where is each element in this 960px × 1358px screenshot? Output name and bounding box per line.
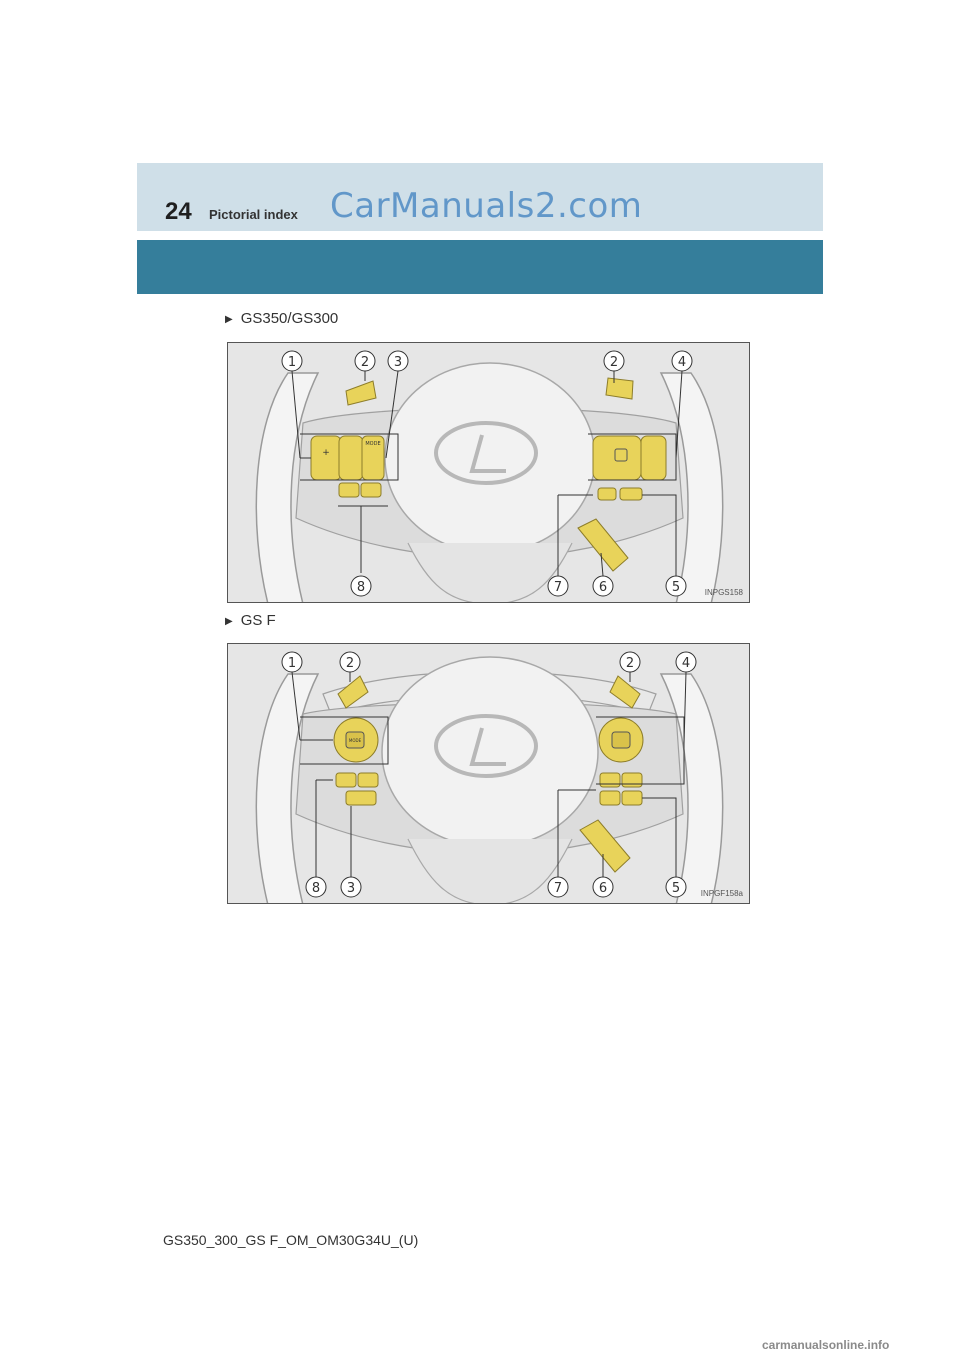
callout-6: 6 — [598, 580, 608, 595]
callout-8: 8 — [356, 580, 366, 595]
callout-2-right: 2 — [609, 355, 619, 370]
figure-code: INPGS158 — [704, 588, 743, 597]
volume-plus-label: + — [322, 448, 330, 458]
watermark-bottom: carmanualsonline.info — [762, 1338, 890, 1352]
callout-6: 6 — [598, 881, 608, 896]
callout-5: 5 — [671, 580, 681, 595]
callout-3: 3 — [393, 355, 403, 370]
section-title: Pictorial index — [209, 207, 298, 222]
callout-2-left: 2 — [345, 656, 355, 671]
triangle-bullet-icon: ▶ — [225, 314, 233, 325]
variant-label-gs350 — [225, 310, 338, 327]
callout-1: 1 — [287, 656, 297, 671]
mode-button-label: MODE — [348, 738, 362, 743]
variant-label-gsf — [225, 612, 276, 629]
title-bar — [137, 240, 823, 294]
document-code: GS350_300_GS F_OM_OM30G34U_(U) — [163, 1232, 419, 1248]
callout-7: 7 — [553, 580, 563, 595]
variant-label-text: GS350/GS300 — [240, 310, 339, 327]
variant-label-text: GS F — [240, 612, 276, 629]
steering-wheel-figure-gs350 — [227, 342, 750, 603]
steering-wheel-figure-gsf — [227, 643, 750, 904]
callout-4: 4 — [681, 656, 691, 671]
callout-2-left: 2 — [360, 355, 370, 370]
callout-8: 8 — [311, 881, 321, 896]
callout-5: 5 — [671, 881, 681, 896]
page-number: 24 — [165, 198, 192, 225]
watermark-top: CarManuals2.com — [330, 186, 643, 226]
callout-1: 1 — [287, 355, 297, 370]
callout-3: 3 — [346, 881, 356, 896]
triangle-bullet-icon: ▶ — [225, 616, 233, 627]
mode-button-label: MODE — [365, 441, 381, 447]
figure-code: INPGF158a — [700, 889, 743, 898]
callout-2-right: 2 — [625, 656, 635, 671]
callout-4: 4 — [677, 355, 687, 370]
steering-wheel-illustration — [228, 644, 750, 904]
callout-7: 7 — [553, 881, 563, 896]
steering-wheel-illustration — [228, 343, 750, 603]
